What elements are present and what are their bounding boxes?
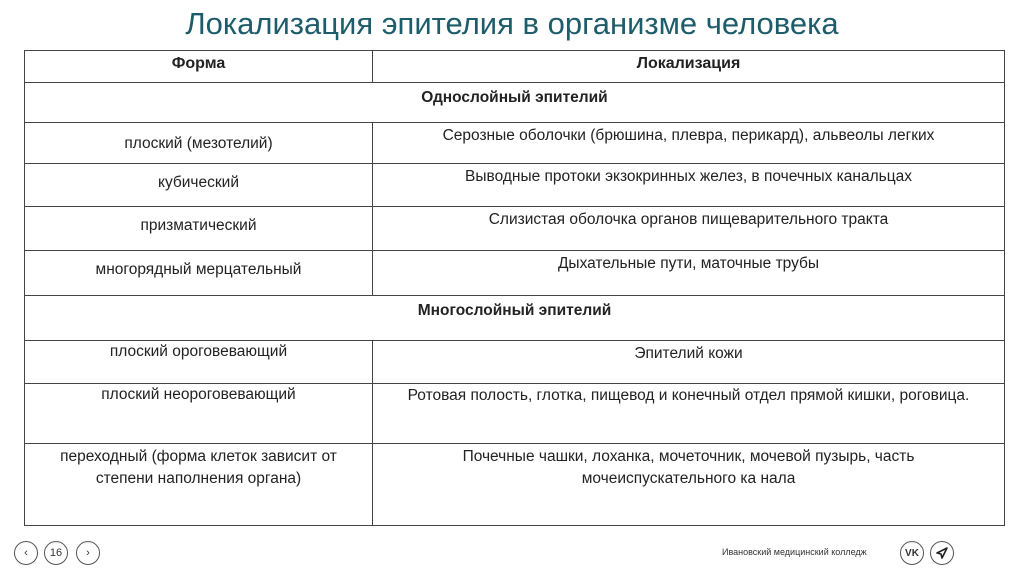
cell-localization: Выводные протоки экзокринных желез, в почечных канальцах bbox=[465, 168, 912, 185]
page-title: Локализация эпителия в организме человека bbox=[185, 6, 839, 41]
section-title: Многослойный эпителий bbox=[417, 302, 612, 319]
cell-form: многорядный мерцательный bbox=[25, 251, 373, 295]
header-localization: Локализация bbox=[636, 55, 741, 72]
page-number: 16 bbox=[44, 541, 68, 565]
table-row bbox=[25, 384, 1004, 444]
next-slide-button[interactable]: › bbox=[76, 541, 100, 565]
cell-localization: Дыхательные пути, маточные трубы bbox=[557, 255, 820, 272]
cell-form: плоский (мезотелий) bbox=[25, 123, 373, 163]
header-form: Форма bbox=[25, 51, 373, 82]
cell-form: плоский ороговевающий bbox=[25, 341, 373, 383]
vk-icon[interactable]: VK bbox=[900, 541, 924, 565]
table-row bbox=[25, 164, 1004, 207]
section-row bbox=[25, 83, 1004, 123]
telegram-icon[interactable] bbox=[930, 541, 954, 565]
college-name: Ивановский медицинский колледж bbox=[722, 547, 867, 557]
table-row bbox=[25, 444, 1004, 525]
cell-localization: Эпителий кожи bbox=[634, 345, 743, 362]
table-row bbox=[25, 207, 1004, 251]
table-row bbox=[25, 123, 1004, 164]
cell-form: переходный (форма клеток зависит от степени наполнения органа) bbox=[25, 444, 373, 525]
table-row bbox=[25, 251, 1004, 296]
section-row bbox=[25, 296, 1004, 341]
prev-slide-button[interactable]: ‹ bbox=[14, 541, 38, 565]
section-title: Однослойный эпителий bbox=[421, 89, 608, 106]
cell-localization: Ротовая полость, глотка, пищевод и конечный отдел прямой кишки, роговица. bbox=[407, 387, 970, 404]
cell-form: кубический bbox=[25, 164, 373, 206]
epithelium-table bbox=[24, 50, 1005, 526]
cell-localization: Почечные чашки, лоханка, мочеточник, мочевой пузырь, часть мочеиспускательного ка нала bbox=[462, 448, 915, 487]
table-row bbox=[25, 341, 1004, 384]
cell-localization: Серозные оболочки (брюшина, плевра, перикард), альвеолы легких bbox=[442, 127, 935, 144]
table-header bbox=[25, 51, 1004, 83]
cell-form: плоский неороговевающий bbox=[25, 384, 373, 443]
cell-form: призматический bbox=[25, 207, 373, 250]
cell-localization: Слизистая оболочка органов пищеварительного тракта bbox=[488, 211, 889, 228]
